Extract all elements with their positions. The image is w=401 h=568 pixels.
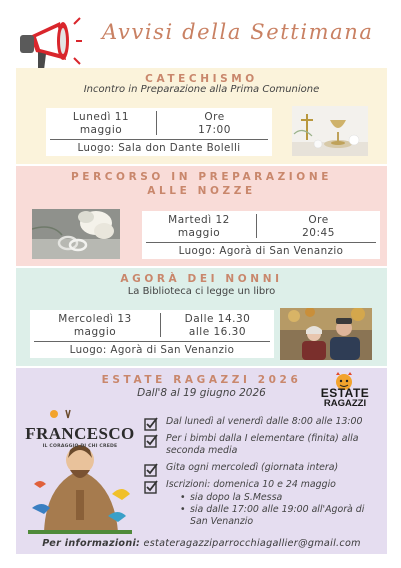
- nozze-title: PERCORSO IN PREPARAZIONE ALLE NOZZE: [71, 171, 332, 197]
- nozze-time: Ore 20:45: [302, 214, 335, 239]
- list-item: Per i bimbi dalla I elementare (finita) alla seconda media: [144, 433, 376, 457]
- catechismo-title: CATECHISMO: [145, 73, 258, 85]
- rings-photo: [32, 209, 120, 259]
- megaphone-icon: [16, 14, 82, 72]
- nozze-place: Luogo: Agorà di San Venanzio: [178, 245, 344, 257]
- estate-info-list: [144, 416, 376, 533]
- list-item: Iscrizioni: domenica 10 e 24 maggio • sia dopo la S.Messa • sia dalle 17:00 alle 19:00 all'Agorà di San Venanzio: [144, 479, 376, 528]
- registration-sublist: [166, 492, 376, 528]
- nonni-subtitle: La Biblioteca ci legge un libro: [127, 286, 276, 297]
- checkbox-icon: [144, 463, 158, 477]
- poster-tagline: IL CORAGGIO DI CHI CREDE: [42, 444, 118, 449]
- nonni-title: AGORÀ DEI NONNI: [120, 273, 283, 285]
- divider: [50, 139, 268, 140]
- catechismo-section: [16, 68, 387, 164]
- nonni-day: Mercoledì 13 maggio: [58, 313, 132, 338]
- estate-subtitle: Dall'8 al 19 giugno 2026: [137, 387, 266, 399]
- nozze-day: Martedì 12 maggio: [168, 214, 230, 239]
- contact-email-link[interactable]: estateragazziparrocchiagallier@gmail.com: [143, 538, 361, 549]
- divider: [34, 341, 270, 342]
- francesco-poster: [24, 404, 136, 536]
- sublist-item: • sia dopo la S.Messa: [180, 492, 376, 504]
- logo-word-ragazzi: RAGAZZI: [323, 398, 367, 409]
- checkbox-icon: [144, 434, 158, 448]
- catechismo-card: [46, 108, 272, 156]
- poster-title: FRANCESCO: [25, 424, 135, 443]
- catechismo-place: Luogo: Sala don Dante Bolelli: [77, 142, 241, 154]
- nozze-card: [142, 211, 380, 259]
- estate-ragazzi-logo: [318, 372, 372, 412]
- sublist-item: • sia dalle 17:00 alle 19:00 all'Agorà di San Venanzio: [180, 504, 376, 528]
- grandparents-photo: [280, 308, 372, 360]
- catechismo-time: Ore 17:00: [198, 111, 231, 136]
- list-item: Gita ogni mercoledì (giornata intera): [144, 462, 376, 474]
- nozze-section: [16, 166, 387, 266]
- logo-word-estate: ESTATE: [320, 386, 370, 400]
- nonni-section: [16, 268, 387, 366]
- divider: [146, 242, 376, 243]
- page-title: Avvisi della Settimana: [102, 20, 374, 44]
- header: [0, 0, 401, 66]
- info-label: Per informazioni:: [42, 538, 141, 549]
- contact-info: [16, 538, 387, 549]
- communion-photo: [292, 106, 368, 156]
- estate-section: [16, 368, 387, 554]
- catechismo-subtitle: Incontro in Preparazione alla Prima Comunione: [83, 84, 320, 95]
- checkbox-icon: [144, 417, 158, 431]
- catechismo-day: Lunedì 11 maggio: [72, 111, 130, 136]
- nonni-card: [30, 310, 274, 358]
- nonni-time: Dalle 14.30 alle 16.30: [184, 313, 251, 338]
- nonni-place: Luogo: Agorà di San Venanzio: [69, 344, 235, 356]
- estate-title: ESTATE RAGAZZI 2026: [101, 374, 302, 386]
- checkbox-icon: [144, 480, 158, 494]
- list-item: Dal lunedì al venerdì dalle 8:00 alle 13:00: [144, 416, 376, 428]
